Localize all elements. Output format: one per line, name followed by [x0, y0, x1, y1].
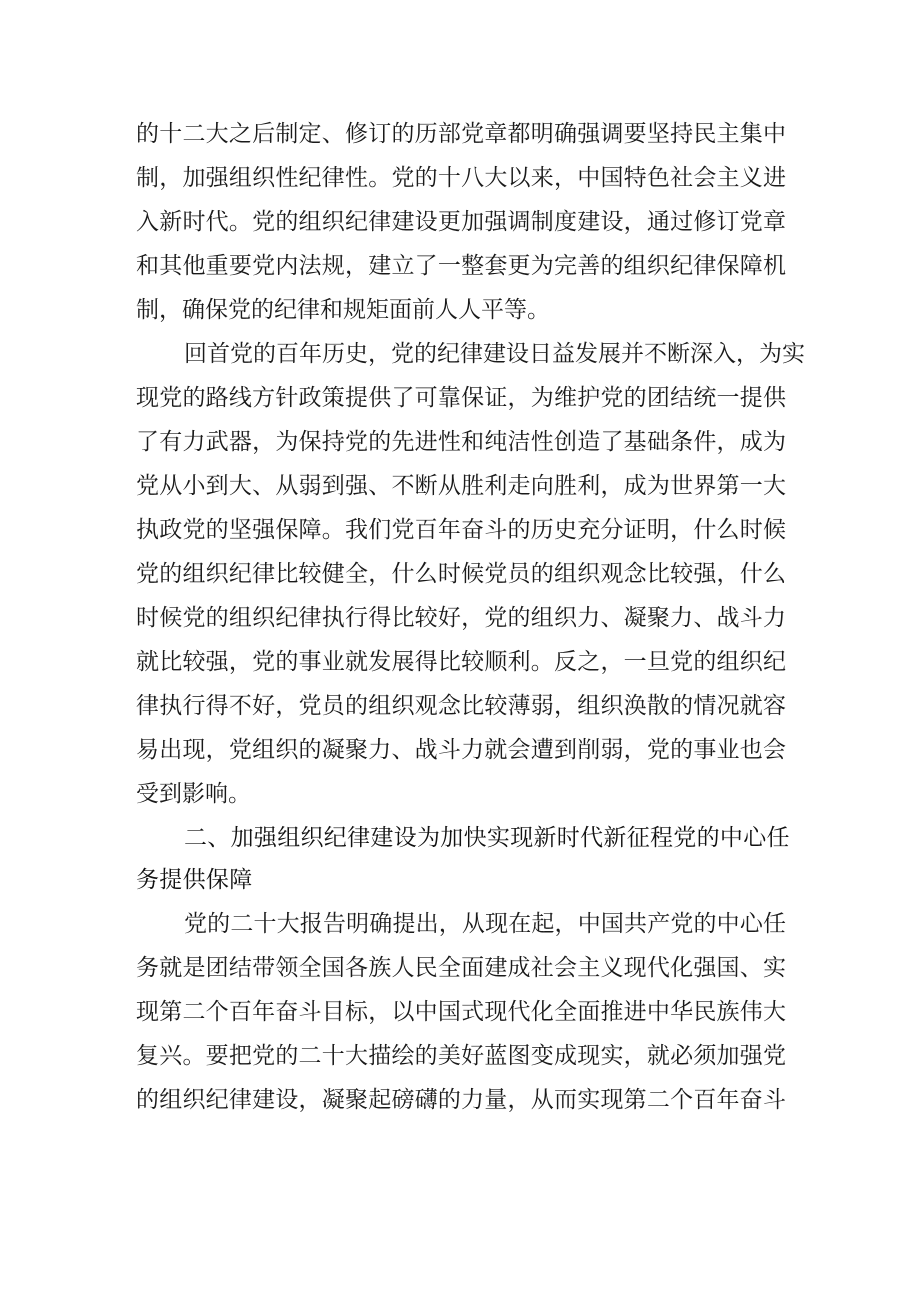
paragraph-2-line-3: 了有力武器，为保持党的先进性和纯洁性创造了基础条件，成为	[136, 429, 786, 455]
paragraph-2-line-10: 易出现，党组织的凝聚力、战斗力就会遭到削弱，党的事业也会	[136, 737, 786, 763]
paragraph-2-line-4: 党从小到大、从弱到强、不断从胜利走向胜利，成为世界第一大	[136, 473, 786, 499]
section-heading-line-1: 二、加强组织纪律建设为加快实现新时代新征程党的中心任	[184, 825, 790, 851]
paragraph-2-line-5: 执政党的坚强保障。我们党百年奋斗的历史充分证明，什么时候	[136, 517, 786, 543]
paragraph-3-line-1: 党的二十大报告明确提出，从现在起，中国共产党的中心任	[184, 911, 786, 937]
paragraph-2-line-7: 时候党的组织纪律执行得比较好，党的组织力、凝聚力、战斗力	[136, 605, 786, 631]
paragraph-3-line-3: 现第二个百年奋斗目标，以中国式现代化全面推进中华民族伟大	[136, 999, 786, 1025]
paragraph-1-line-3: 入新时代。党的组织纪律建设更加强调制度建设，通过修订党章	[136, 209, 786, 235]
paragraph-2-line-2: 现党的路线方针政策提供了可靠保证，为维护党的团结统一提供	[136, 385, 786, 411]
paragraph-2-line-8: 就比较强，党的事业就发展得比较顺利。反之，一旦党的组织纪	[136, 649, 786, 675]
paragraph-1-line-4: 和其他重要党内法规，建立了一整套更为完善的组织纪律保障机	[136, 253, 786, 279]
paragraph-3-line-4: 复兴。要把党的二十大描绘的美好蓝图变成现实，就必须加强党	[136, 1043, 786, 1069]
paragraph-3-line-5: 的组织纪律建设，凝聚起磅礴的力量，从而实现第二个百年奋斗	[136, 1087, 786, 1113]
paragraph-3-line-2: 务就是团结带领全国各族人民全面建成社会主义现代化强国、实	[136, 955, 786, 981]
paragraph-1-line-1: 的十二大之后制定、修订的历部党章都明确强调要坚持民主集中	[136, 121, 786, 147]
paragraph-1-line-5: 制，确保党的纪律和规矩面前人人平等。	[136, 297, 550, 323]
paragraph-2-line-9: 律执行得不好，党员的组织观念比较薄弱，组织涣散的情况就容	[136, 693, 786, 719]
paragraph-2-line-6: 党的组织纪律比较健全，什么时候党员的组织观念比较强，什么	[136, 561, 786, 587]
paragraph-2-line-1: 回首党的百年历史，党的纪律建设日益发展并不断深入，为实	[184, 341, 805, 367]
paragraph-1-line-2: 制，加强组织性纪律性。党的十八大以来，中国特色社会主义进	[136, 165, 786, 191]
paragraph-2-line-11: 受到影响。	[136, 781, 251, 807]
section-heading-line-2: 务提供保障	[136, 867, 253, 893]
